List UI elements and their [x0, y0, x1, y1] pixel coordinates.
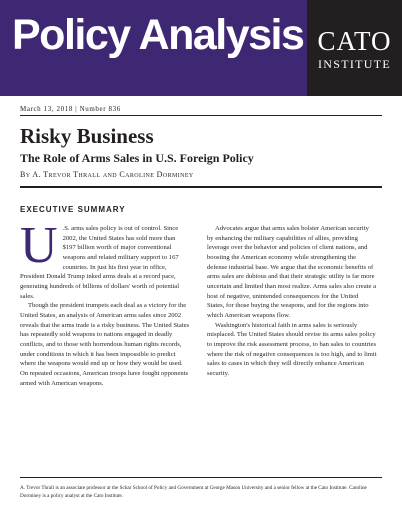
paragraph-1: [20, 217, 190, 301]
divider-top: [20, 115, 382, 116]
left-column: [20, 217, 190, 388]
paragraph-2: Though the president trumpets each deal as a victory for the United States, an analysis of American arms sales since 2002 reveals that the arms trade is a risky business. The United States has repeatedly sold weapons to nations engaged in deadly conflicts, and to those with horrendous human rights records, under conditions in which it has been impossible to predict where the weapons would end up or how they would be used. On repeated occasions, American troops have fought opponents armed with American weapons.: [20, 302, 190, 387]
page-subtitle: The Role of Arms Sales in U.S. Foreign Policy: [20, 151, 254, 165]
right-column: [207, 224, 377, 379]
masthead-banner: [0, 0, 402, 96]
masthead-title: Policy Analysis: [12, 11, 304, 59]
paragraph-1-text: .S. arms sales policy is out of control. Since 2002, the United States has sold more than $197 billion worth of major conventional weapons and related military support to 167 countries. In just his first year in office, President Donald Trump inked arms deals at a record pace, generating hundreds of billions of dollars' worth of potential sales.: [20, 225, 180, 300]
section-heading: EXECUTIVE SUMMARY: [20, 205, 126, 214]
author-byline: By A. Trevor Thrall and Caroline Dorminey: [20, 170, 194, 179]
drop-cap: U: [20, 217, 58, 274]
issue-date-number: March 13, 2018 | Number 836: [20, 105, 121, 113]
paragraph-4: Washington's historical faith in arms sales is seriously misplaced. The United States should revise its arms sales policy to improve the risk assessment process, to ban sales to countries where the risk of negative consequences is too high, and to limit sales to cases in which they will directly enhance American security.: [207, 321, 377, 377]
paragraph-3: Advocates argue that arms sales bolster American security by enhancing the military capabilities of allies, providing leverage over the behavior and policies of client nations, and boosting the American economy while strengthening the defense industrial base. We argue that the economic benefits of arms sales are dubious and that their strategic utility is far more uncertain and limited than most realize. Arms sales also create a host of negative, unintended consequences for the United States, for those buying the weapons, and for the regions into which American weapons flow.: [207, 225, 376, 319]
divider-heading: [20, 186, 382, 188]
footnote-divider: [20, 477, 382, 478]
cato-institute-logo: [307, 0, 402, 96]
author-footnote: A. Trevor Thrall is an associate professor at the Schar School of Policy and Government at George Mason University and a senior fellow at the Cato Institute. Caroline Dorminey is a policy analyst at the Cato Institute.: [20, 485, 367, 499]
page-title: Risky Business: [20, 124, 154, 148]
logo-name: CATO: [317, 26, 392, 56]
logo-subtitle: INSTITUTE: [317, 57, 392, 71]
